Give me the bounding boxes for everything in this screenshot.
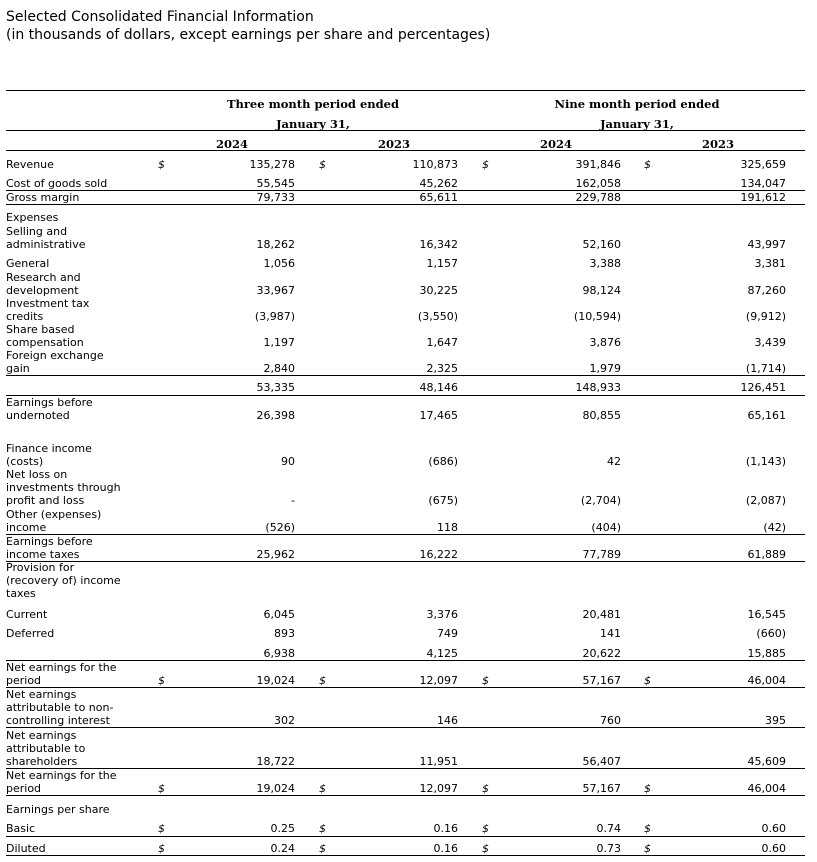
page-subtitle: (in thousands of dollars, except earnings per share and percentages) [6, 27, 491, 43]
cell-three-month-2023: 45,262 [419, 177, 458, 190]
cell-three-month-2023: 1,157 [426, 257, 458, 270]
cell-three-month-2024: 79,733 [256, 191, 295, 204]
cell-nine-month-2023: 61,889 [747, 548, 786, 561]
table-rule [6, 375, 805, 376]
cell-nine-month-2024: 229,788 [575, 191, 621, 204]
table-rule [6, 855, 805, 856]
currency-symbol: $ [158, 822, 165, 835]
cell-three-month-2023: 0.16 [433, 822, 458, 835]
cell-three-month-2023: 30,225 [419, 284, 458, 297]
cell-nine-month-2023: 43,997 [747, 238, 786, 251]
currency-symbol: $ [158, 158, 165, 171]
row-label: Provision for (recovery of) income taxes [6, 561, 121, 600]
cell-nine-month-2023: 0.60 [761, 822, 786, 835]
table-top-rule [6, 90, 805, 91]
cell-three-month-2024: 18,262 [256, 238, 295, 251]
cell-nine-month-2024: 760 [600, 714, 621, 727]
cell-three-month-2023: 16,222 [419, 548, 458, 561]
row-label: Basic [6, 822, 36, 835]
cell-nine-month-2024: 3,876 [589, 336, 621, 349]
currency-symbol: $ [319, 674, 326, 687]
cell-nine-month-2024: 1,979 [589, 362, 621, 375]
cell-three-month-2024: 302 [274, 714, 295, 727]
cell-three-month-2024: 6,938 [263, 647, 295, 660]
row-label: Net earnings for the period [6, 769, 117, 795]
cell-three-month-2023: 110,873 [412, 158, 458, 171]
row-label: Revenue [6, 158, 54, 171]
cell-three-month-2023: 48,146 [419, 381, 458, 394]
cell-three-month-2024: 0.25 [270, 822, 295, 835]
row-label: Earnings before undernoted [6, 396, 93, 422]
row-label: Earnings per share [6, 803, 110, 816]
currency-symbol: $ [644, 158, 651, 171]
cell-three-month-2024: 19,024 [256, 782, 295, 795]
cell-nine-month-2023: 0.60 [761, 842, 786, 855]
cell-nine-month-2024: 162,058 [575, 177, 621, 190]
cell-nine-month-2024: 141 [600, 627, 621, 640]
cell-three-month-2024: 53,335 [256, 381, 295, 394]
header-three-month: Three month period ended [226, 97, 400, 111]
cell-three-month-2024: 1,056 [263, 257, 295, 270]
cell-three-month-2024: 19,024 [256, 674, 295, 687]
cell-nine-month-2023: 46,004 [747, 782, 786, 795]
cell-nine-month-2023: (42) [763, 521, 786, 534]
cell-nine-month-2024: 20,622 [582, 647, 621, 660]
cell-nine-month-2024: 77,789 [582, 548, 621, 561]
row-label: Cost of goods sold [6, 177, 108, 190]
header-year-3: 2024 [539, 137, 572, 151]
table-rule [6, 727, 805, 728]
row-label: Current [6, 608, 48, 621]
cell-nine-month-2024: 80,855 [582, 409, 621, 422]
currency-symbol: $ [482, 674, 489, 687]
cell-nine-month-2023: 325,659 [740, 158, 786, 171]
cell-nine-month-2023: (2,087) [745, 494, 786, 507]
cell-nine-month-2024: 3,388 [589, 257, 621, 270]
row-label: Other (expenses) income [6, 508, 102, 534]
cell-three-month-2024: (526) [265, 521, 295, 534]
row-label: Selling and administrative [6, 225, 86, 251]
cell-three-month-2023: 4,125 [426, 647, 458, 660]
cell-nine-month-2023: 87,260 [747, 284, 786, 297]
cell-nine-month-2023: (660) [756, 627, 786, 640]
cell-three-month-2023: 17,465 [419, 409, 458, 422]
row-label: Net loss on investments through profit and loss [6, 468, 121, 507]
header-year-2: 2023 [377, 137, 410, 151]
table-rule [6, 204, 805, 205]
row-label: Expenses [6, 211, 59, 224]
currency-symbol: $ [319, 158, 326, 171]
cell-three-month-2023: (675) [428, 494, 458, 507]
cell-nine-month-2024: 20,481 [582, 608, 621, 621]
cell-three-month-2023: 118 [437, 521, 458, 534]
cell-nine-month-2023: 191,612 [740, 191, 786, 204]
cell-three-month-2024: - [291, 494, 295, 507]
cell-nine-month-2024: 57,167 [582, 674, 621, 687]
currency-symbol: $ [482, 782, 489, 795]
cell-nine-month-2024: 57,167 [582, 782, 621, 795]
cell-three-month-2024: 33,967 [256, 284, 295, 297]
cell-three-month-2023: 3,376 [426, 608, 458, 621]
cell-three-month-2023: 65,611 [419, 191, 458, 204]
cell-nine-month-2023: 46,004 [747, 674, 786, 687]
row-label: General [6, 257, 50, 270]
currency-symbol: $ [319, 822, 326, 835]
cell-three-month-2023: (3,550) [417, 310, 458, 323]
currency-symbol: $ [644, 842, 651, 855]
row-label: Deferred [6, 627, 55, 640]
row-label: Net earnings attributable to shareholders [6, 729, 86, 768]
cell-nine-month-2024: 0.74 [596, 822, 621, 835]
table-rule [6, 795, 805, 796]
cell-three-month-2023: 749 [437, 627, 458, 640]
header-group-rule [6, 130, 805, 131]
cell-three-month-2024: (3,987) [254, 310, 295, 323]
cell-nine-month-2024: 148,933 [575, 381, 621, 394]
cell-nine-month-2023: 3,439 [754, 336, 786, 349]
header-year-1: 2024 [215, 137, 248, 151]
currency-symbol: $ [158, 674, 165, 687]
cell-three-month-2024: 1,197 [263, 336, 295, 349]
currency-symbol: $ [482, 158, 489, 171]
currency-symbol: $ [319, 842, 326, 855]
cell-three-month-2024: 135,278 [249, 158, 295, 171]
cell-nine-month-2023: 3,381 [754, 257, 786, 270]
header-nine-month-date: January 31, [600, 117, 674, 131]
row-label: Diluted [6, 842, 46, 855]
cell-nine-month-2023: 395 [765, 714, 786, 727]
cell-three-month-2024: 893 [274, 627, 295, 640]
cell-three-month-2023: (686) [428, 455, 458, 468]
row-label: Foreign exchange gain [6, 349, 104, 375]
cell-nine-month-2023: 65,161 [747, 409, 786, 422]
row-label: Share based compensation [6, 323, 84, 349]
cell-three-month-2024: 26,398 [256, 409, 295, 422]
currency-symbol: $ [158, 782, 165, 795]
cell-three-month-2024: 6,045 [263, 608, 295, 621]
currency-symbol: $ [644, 822, 651, 835]
header-three-month-date: January 31, [276, 117, 350, 131]
cell-nine-month-2023: 45,609 [747, 755, 786, 768]
cell-three-month-2024: 25,962 [256, 548, 295, 561]
header-year-4: 2023 [701, 137, 734, 151]
cell-three-month-2023: 11,951 [419, 755, 458, 768]
row-label: Gross margin [6, 191, 80, 204]
cell-nine-month-2024: (10,594) [573, 310, 621, 323]
cell-three-month-2024: 0.24 [270, 842, 295, 855]
cell-three-month-2024: 90 [281, 455, 295, 468]
cell-nine-month-2024: 391,846 [575, 158, 621, 171]
row-label: Investment tax credits [6, 297, 90, 323]
cell-nine-month-2024: (2,704) [580, 494, 621, 507]
cell-three-month-2023: 12,097 [419, 782, 458, 795]
cell-nine-month-2023: (1,143) [745, 455, 786, 468]
row-label: Earnings before income taxes [6, 535, 93, 561]
cell-nine-month-2024: 0.73 [596, 842, 621, 855]
cell-nine-month-2023: 134,047 [740, 177, 786, 190]
row-label: Research and development [6, 271, 81, 297]
row-label: Net earnings for the period [6, 661, 117, 687]
cell-three-month-2023: 2,325 [426, 362, 458, 375]
table-rule [6, 836, 805, 837]
header-nine-month: Nine month period ended [554, 97, 720, 111]
currency-symbol: $ [482, 842, 489, 855]
cell-three-month-2023: 0.16 [433, 842, 458, 855]
cell-nine-month-2023: 15,885 [747, 647, 786, 660]
cell-three-month-2023: 12,097 [419, 674, 458, 687]
cell-three-month-2023: 146 [437, 714, 458, 727]
page-title: Selected Consolidated Financial Information [6, 9, 314, 25]
header-bottom-rule [6, 150, 805, 151]
currency-symbol: $ [158, 842, 165, 855]
cell-three-month-2023: 1,647 [426, 336, 458, 349]
cell-three-month-2024: 55,545 [256, 177, 295, 190]
currency-symbol: $ [644, 782, 651, 795]
cell-three-month-2023: 16,342 [419, 238, 458, 251]
currency-symbol: $ [644, 674, 651, 687]
cell-three-month-2024: 18,722 [256, 755, 295, 768]
currency-symbol: $ [482, 822, 489, 835]
cell-three-month-2024: 2,840 [263, 362, 295, 375]
cell-nine-month-2024: 52,160 [582, 238, 621, 251]
cell-nine-month-2024: 56,407 [582, 755, 621, 768]
cell-nine-month-2023: (9,912) [745, 310, 786, 323]
row-label: Net earnings attributable to non- controlling interest [6, 688, 114, 727]
row-label: Finance income (costs) [6, 442, 92, 468]
cell-nine-month-2024: 42 [607, 455, 621, 468]
currency-symbol: $ [319, 782, 326, 795]
cell-nine-month-2023: (1,714) [745, 362, 786, 375]
cell-nine-month-2024: 98,124 [582, 284, 621, 297]
cell-nine-month-2024: (404) [591, 521, 621, 534]
cell-nine-month-2023: 126,451 [740, 381, 786, 394]
cell-nine-month-2023: 16,545 [747, 608, 786, 621]
